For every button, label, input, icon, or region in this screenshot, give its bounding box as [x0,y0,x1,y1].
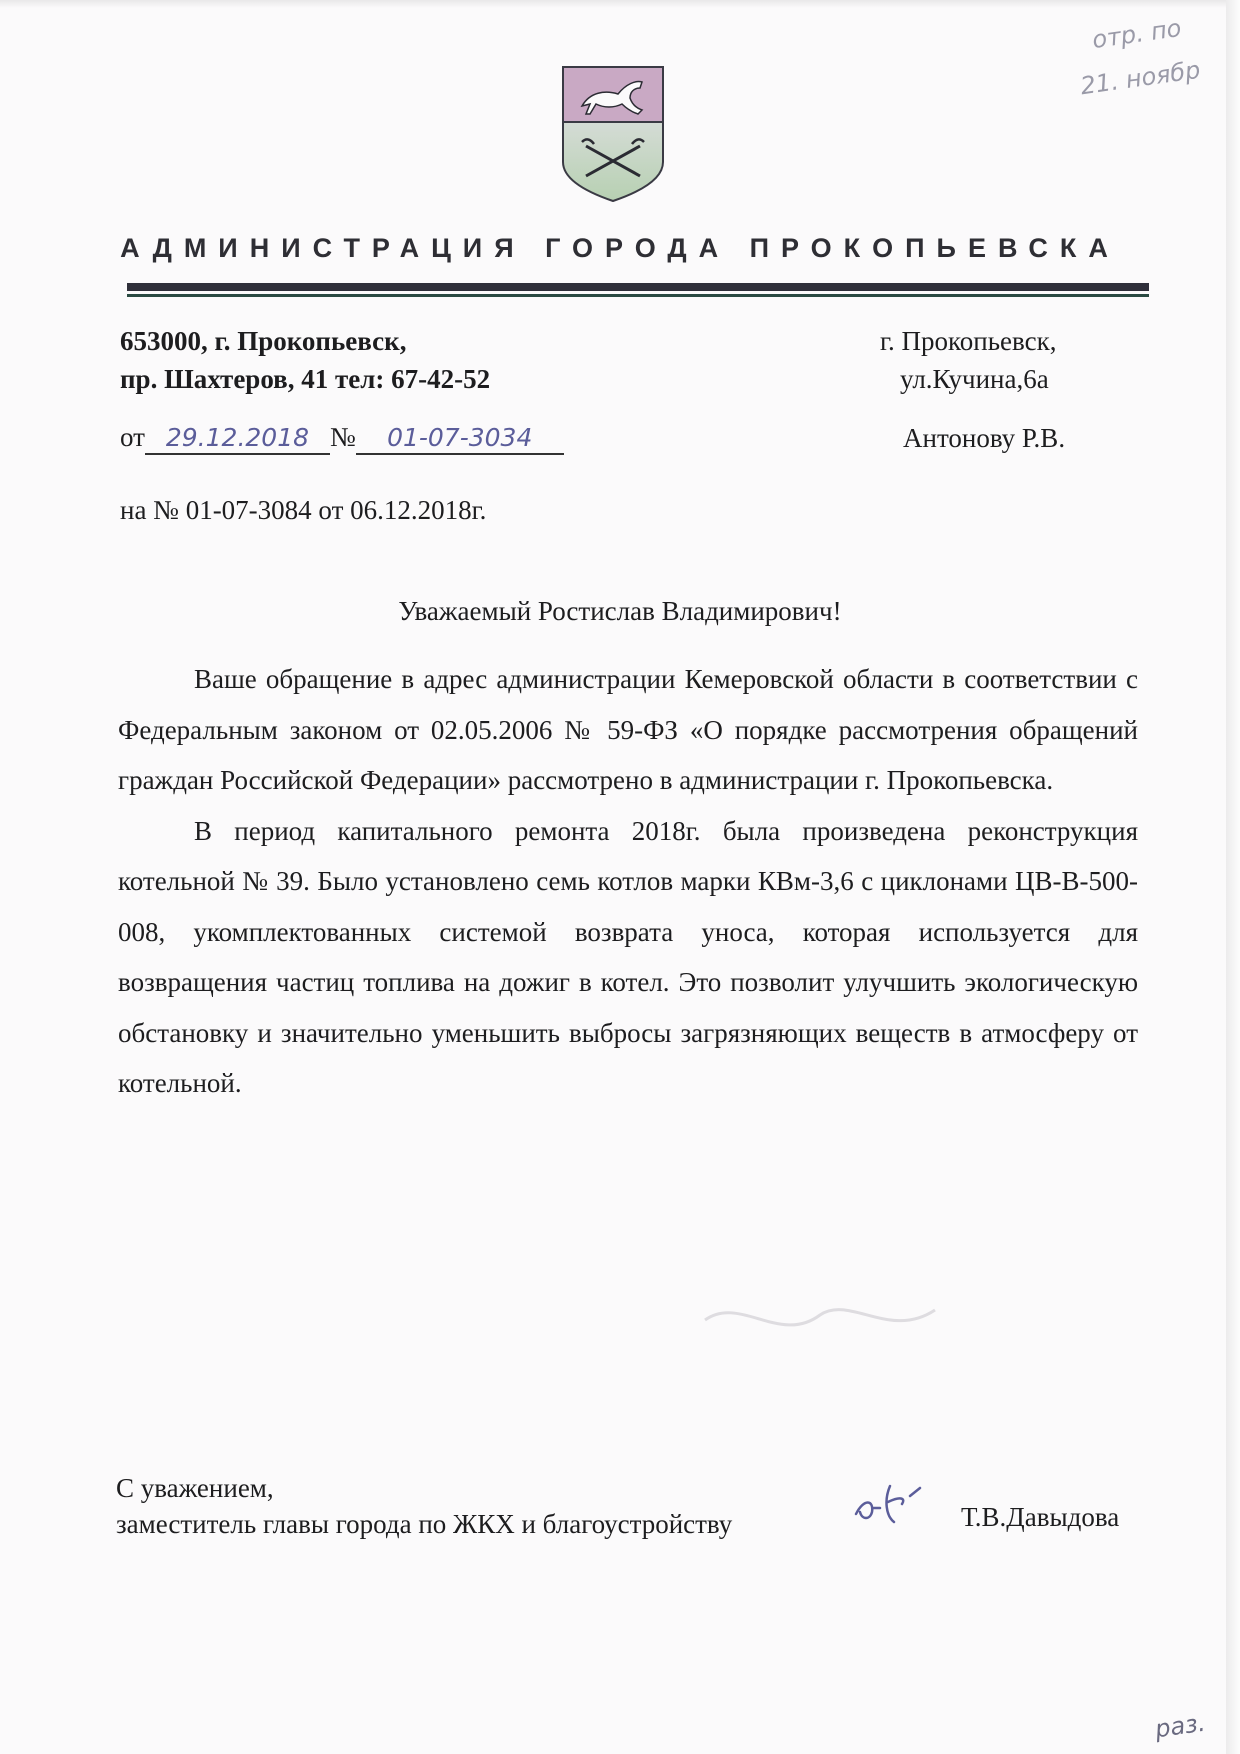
closing-block [116,1470,732,1542]
header-rule-thin [127,294,1149,297]
reply-reference: на № 01-07-3084 от 06.12.2018г. [120,495,487,525]
handwritten-note-top-line1: отр. по [1090,13,1184,55]
recipient-name: Антонову Р.В. [903,423,1066,453]
recipient-city: г. Прокопьевск, [880,326,1057,356]
signer-position: заместитель главы города по ЖКХ и благоустройству [116,1509,733,1539]
signer-name: Т.В.Давыдова [961,1502,1120,1532]
salutation: Уважаемый Ростислав Владимирович! [398,596,842,626]
handwritten-note-top-line2: 21. ноябр [1078,55,1203,101]
recipient-address [880,322,1056,398]
sender-address-line1: 653000, г. Прокопьевск, [120,326,407,356]
sender-address-line2: пр. Шахтеров, 41 тел: 67-42-52 [120,364,491,394]
header-rule-thick [127,283,1149,291]
page-top-edge [0,0,1240,8]
handwritten-note-bottom: раз. [1153,1708,1208,1744]
letter-body [118,654,1138,1109]
closing-regards: С уважением, [116,1473,274,1503]
number-prefix: № [329,422,356,452]
sender-address [120,322,490,398]
coat-of-arms-icon [560,64,666,204]
handwritten-number: 01-07-3034 [356,423,564,455]
date-prefix: от [120,422,145,452]
organization-title: АДМИНИСТРАЦИЯ ГОРОДА ПРОКОПЬЕВСКА [120,233,1120,263]
handwritten-date: 29.12.2018 [145,423,330,455]
recipient-street: ул.Кучина,6а [900,364,1049,394]
outgoing-reference [120,422,564,455]
signature-icon [850,1478,940,1533]
body-paragraph-1: Ваше обращение в адрес администрации Кемеровской области в соответствии с Федеральным законом от 02.05.2006 № 59-ФЗ «О порядке рассмотрения обращений граждан Российской Федерации» рассмотрено в администрации г. Прокопьевска. [118,664,1138,795]
body-paragraph-2: В период капитального ремонта 2018г. была произведена реконструкция котельной № 39. Было установлено семь котлов марки КВм-3,6 с циклонами ЦВ-В-500-008, укомплектованных системой возврата уноса, которая используется для возвращения частиц топлива на дожиг в котел. Это позволит улучшить экологическую обстановку и значительно уменьшить выбросы загрязняющих веществ в атмосферу от котельной. [118,815,1138,1098]
faint-signature-shadow-icon [700,1290,940,1350]
